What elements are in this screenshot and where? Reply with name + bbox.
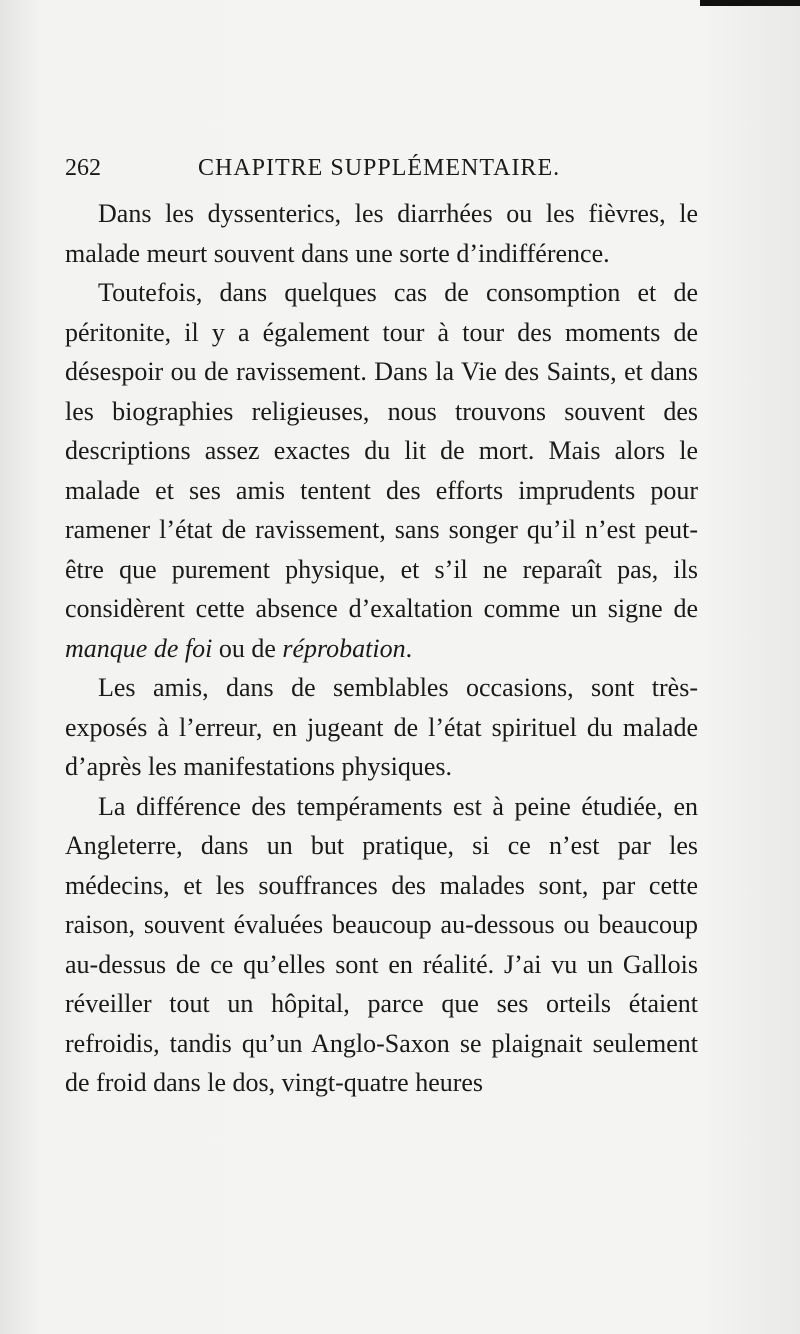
italic-word-reprobation: réprobation [282,633,406,663]
paragraph-4-text: La différence des tempéraments est à peine étudiée, en Angleterre, dans un but pratique, si ce n’est par les médecins, et les souffrances des malades sont, par cette raison, souvent évaluées beaucoup au-dessous ou beaucoup au-dessus de ce qu’elles sont en réalité. J’ai vu un Gallois réveiller tout un hôpital, parce que ses orteils étaient refroidis, tandis qu’un Anglo-Saxon se plaignait seulement de froid dans le dos, vingt-quatre heures [65,791,698,1097]
paragraph-2-text-after: . [405,633,413,663]
paragraph-2-text-before: Toutefois, dans quelques cas de consomption et de péritonite, il y a également tour à tour des moments de désespoir ou de ravissement. Dans la Vie des Saints, et dans les biographies religieuses, nous trouvons souvent des descriptions assez exactes du lit de mort. Mais alors le malade et ses amis tentent des efforts imprudents pour ramener l’état de ravissement, sans songer qu’il n’est peut-être que purement physique, et s’il ne reparaît pas, ils considèrent cette absence d’exaltation comme un signe de [65,278,698,623]
paragraph-3-text: Les amis, dans de semblables occasions, sont très-exposés à l’erreur, en jugeant de l’état spirituel du malade d’après les manifestations physiques. [65,673,698,781]
italic-phrase-manque-de-foi: manque de foi [65,633,213,663]
running-head [65,150,695,186]
paragraph-1 [65,194,698,273]
chapter-title: CHAPITRE SUPPLÉMENTAIRE. [198,155,561,181]
paragraph-3 [65,668,698,787]
body-text [65,194,698,1103]
paragraph-1-text: Dans les dyssenterics, les diarrhées ou les fièvres, le malade meurt souvent dans une sorte d’indifférence. [65,199,698,268]
paragraph-4 [65,787,698,1103]
paragraph-2 [65,273,698,668]
paragraph-2-text-middle: ou de [212,633,283,663]
page-edge-shadow [700,0,800,6]
page-number: 262 [65,155,101,181]
